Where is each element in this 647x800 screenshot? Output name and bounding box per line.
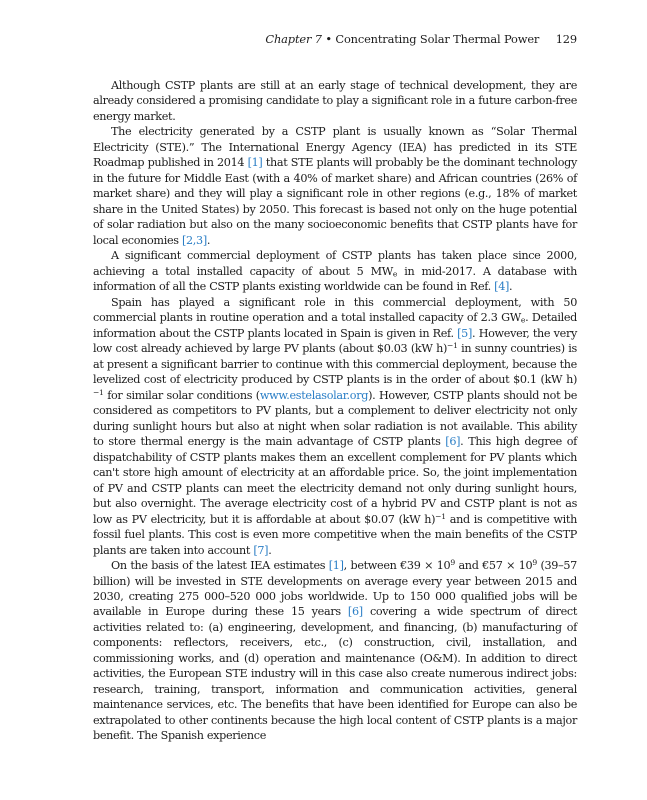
header-bullet: • [325,32,332,46]
text-run: . [206,233,211,247]
text-run: that STE plants will probably be the dominant technology in the future for Middle East (with a 40% of market share) and African countries (26% of market share) and they will play a significant role in other regions (e.g., 18% of market share in the United States) by 2050. This forecast is based not only on the huge potential of solar radiation but also on the many socioeconomic benefits that CSTP plants have for local economies [93,156,577,247]
text-run: . However, the very low cost already achieved by large PV plants (about $0.03 (kW h) [93,326,577,356]
citation-link[interactable]: [5] [457,326,473,340]
text-run: and €57 × 10 [454,559,533,573]
text-run: and is competitive with fossil fuel plants. This cost is even more competitive when the main benefits of the CSTP plants are taken into account [93,512,577,557]
paragraph-3 [93,248,577,294]
text-run: . Detailed information about the CSTP plants located in Spain is given in Ref. [93,311,578,340]
chapter-label: Chapter 7 [265,32,322,46]
superscript: −1 [435,511,446,521]
paragraph-4 [93,295,577,558]
text-run: . [268,543,272,557]
text-run: Although CSTP plants are still at an early stage of technical development, they are already considered a promising candidate to play a significant role in a future carbon-free energy market. [93,79,577,123]
text-run: Spain has played a significant role in this commercial deployment, with 50 commercial plants in routine operation and a total installed capacity of 2.3 GW [93,295,577,325]
citation-link[interactable]: [6] [445,435,461,449]
text-run: in mid-2017. A database with information of all the CSTP plants existing worldwide can be found in Ref. [93,264,577,294]
text-run: covering a wide spectrum of direct activities related to: (a) engineering, development, and financing, (b) manufacturing of components: reflectors, receivers, etc., (c) construction, civil, installation, and commissioning works, and (d) operation and maintenance (O&M). In addition to direct activities, the European STE industry will in this case also create numerous indirect jobs: research, training, transport, information and communication activities, general maintenance services, etc. The benefits that have been identified for Europe can also be extrapolated to other continents because the high local content of CSTP plants is a major benefit. The Spanish experience [93,605,577,743]
citation-link[interactable]: [1] [328,559,344,573]
citation-link[interactable]: [7] [253,543,269,557]
citation-link[interactable]: [4] [494,280,510,294]
text-run: A significant commercial deployment of CSTP plants has taken place since 2000, achieving a total installed capacity of about 5 MW [93,249,577,278]
citation-link[interactable]: [6] [347,605,363,619]
text-run: . [509,280,513,294]
citation-link[interactable]: [2,3] [181,233,207,247]
text-run: ). However, CSTP plants should not be considered as competitors to PV plants, but a complement to deliver electricity not only during sunlight hours but also at night when solar radiation is not available. This ability to store thermal energy is the main advantage of CSTP plants [93,388,578,449]
body-text [93,78,577,744]
paragraph-2 [93,124,577,248]
text-run: in sunny countries) is at present a significant barrier to continue with this commercial deployment, because the levelized cost of electricity produced by CSTP plants is in the order of about $0.1 (kW h) [93,342,577,387]
superscript: −1 [447,341,458,351]
paragraph-5 [93,558,577,744]
running-header [0,31,577,47]
text-run: On the basis of the latest IEA estimates [111,559,329,573]
chapter-title: Concentrating Solar Thermal Power [335,32,540,46]
text-run: , between €39 × 10 [343,559,451,573]
paragraph-1 [93,78,577,124]
text-run: The electricity generated by a CSTP plant is usually known as “Solar Thermal Electricity (STE).” The International Energy Agency (IEA) has predicted in its STE Roadmap published in 2014 [93,125,577,170]
text-run: for similar solar conditions ( [103,388,260,402]
superscript: 9 [450,558,455,568]
page-number: 129 [555,32,577,46]
subscript: e [392,269,398,279]
superscript: −1 [93,387,104,397]
text-run: (39–57 billion) will be invested in STE developments on average every year between 2015 and 2030, creating 275 000–520 000 jobs worldwide. Up to 150 000 qualified jobs will be available in Europe during these 15 years [93,559,577,619]
website-link[interactable]: www.estelasolar.org [259,388,369,402]
subscript: e [520,315,526,325]
superscript: 9 [532,558,537,568]
text-run: . This high degree of dispatchability of CSTP plants makes them an excellent complement for PV plants which can't store high amount of electricity at an affordable price. So, the joint implementation of PV and CSTP plants can meet the electricity demand not only during sunlight hours, but also overnight. The average electricity cost of a hybrid PV and CSTP plant is not as low as PV electricity, but it is affordable at about $0.07 (kW h) [93,435,577,526]
citation-link[interactable]: [1] [247,156,263,170]
